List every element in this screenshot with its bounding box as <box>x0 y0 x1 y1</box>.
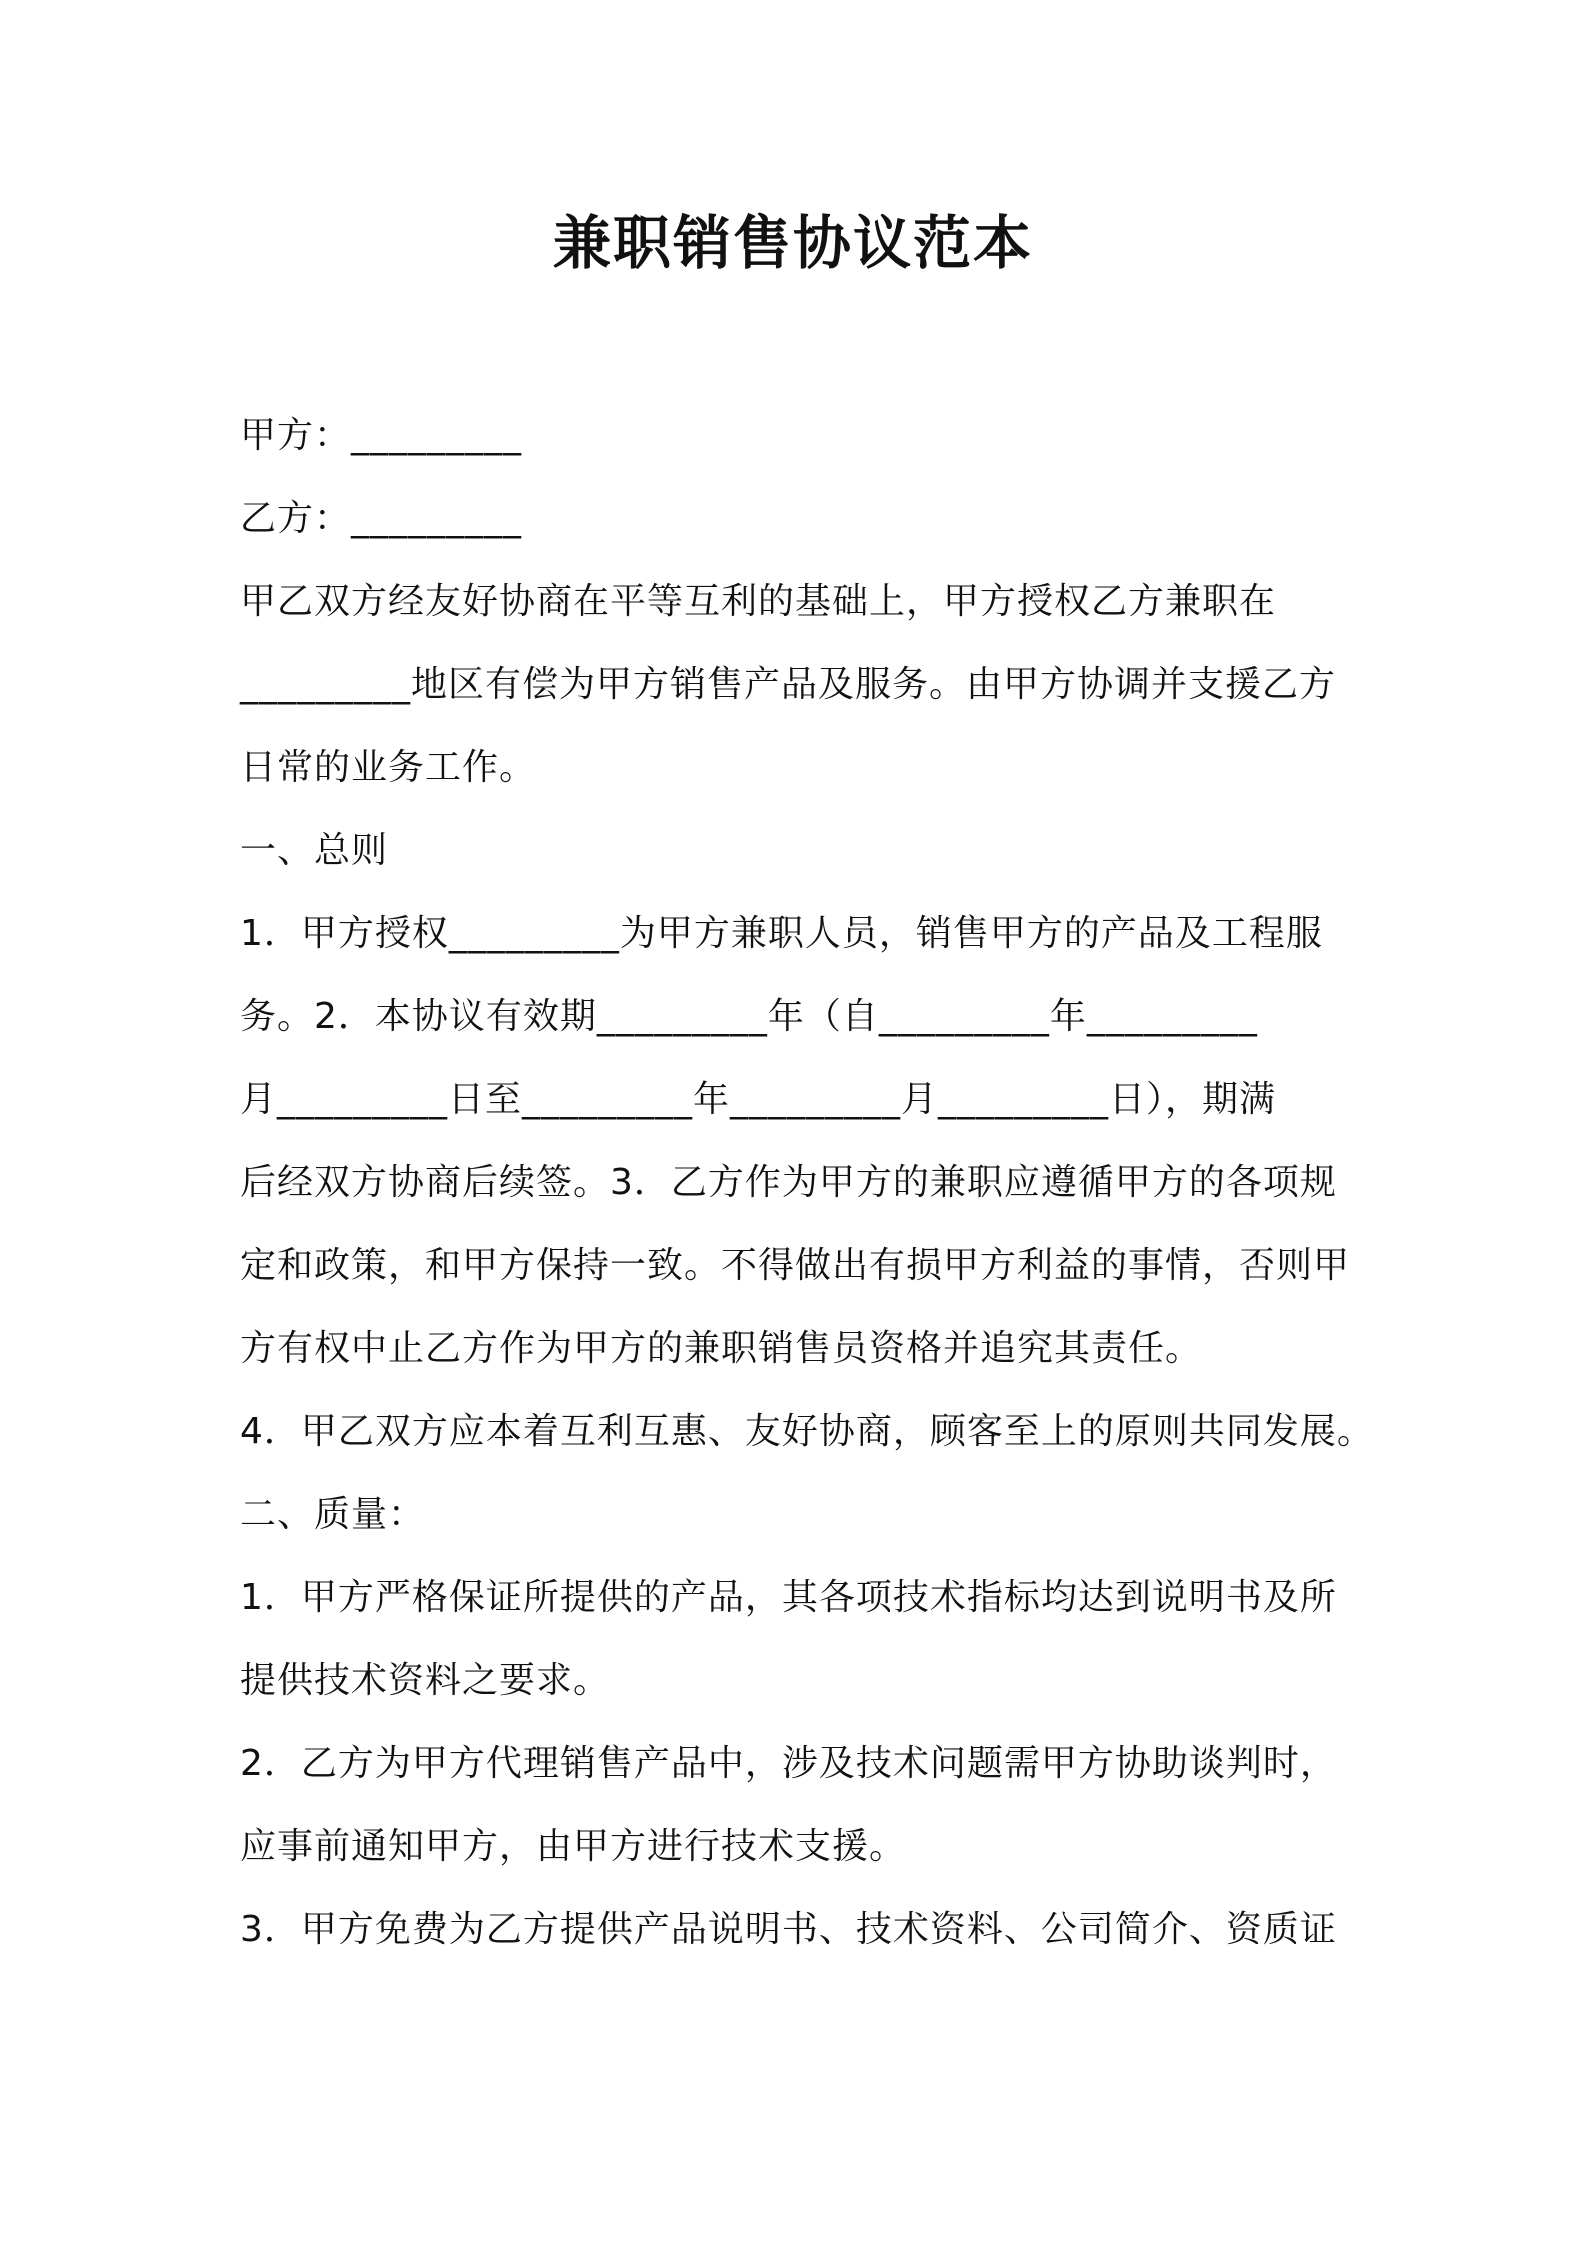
clause-line: 应事前通知甲方，由甲方进行技术支援。 <box>240 1826 907 1867</box>
intro-line-3: 日常的业务工作。 <box>240 747 537 788</box>
party-a-line: 甲方：_________ <box>240 415 523 456</box>
clause-line: 定和政策，和甲方保持一致。不得做出有损甲方利益的事情，否则甲 <box>240 1245 1351 1286</box>
intro-line-1: 甲乙双方经友好协商在平等互利的基础上，甲方授权乙方兼职在 <box>240 581 1277 622</box>
clause-line: 4．甲乙双方应本着互利互惠、友好协商，顾客至上的原则共同发展。 <box>240 1411 1374 1452</box>
clause-line: 务。2．本协议有效期_________年（自_________年_________ <box>240 996 1258 1037</box>
party-b-line: 乙方：_________ <box>240 498 523 539</box>
clause-line: 提供技术资料之要求。 <box>240 1660 611 1701</box>
clause-line: 方有权中止乙方作为甲方的兼职销售员资格并追究其责任。 <box>240 1328 1203 1369</box>
clause-line: 1．甲方严格保证所提供的产品，其各项技术指标均达到说明书及所 <box>240 1577 1337 1618</box>
section-heading-quality: 二、质量： <box>240 1494 426 1535</box>
clause-line: 3．甲方免费为乙方提供产品说明书、技术资料、公司简介、资质证 <box>240 1909 1337 1950</box>
section-heading-general: 一、总则 <box>240 830 389 871</box>
clause-line: 2．乙方为甲方代理销售产品中，涉及技术问题需甲方协助谈判时， <box>240 1743 1337 1784</box>
clause-line: 1．甲方授权_________为甲方兼职人员，销售甲方的产品及工程服 <box>240 913 1323 954</box>
intro-line-2: _________地区有偿为甲方销售产品及服务。由甲方协调并支援乙方 <box>240 664 1337 705</box>
document-title: 兼职销售协议范本 <box>552 209 1033 277</box>
clause-line: 后经双方协商后续签。3．乙方作为甲方的兼职应遵循甲方的各项规 <box>240 1162 1337 1203</box>
clause-line: 月_________日至_________年_________月_________日），期满 <box>240 1079 1277 1120</box>
